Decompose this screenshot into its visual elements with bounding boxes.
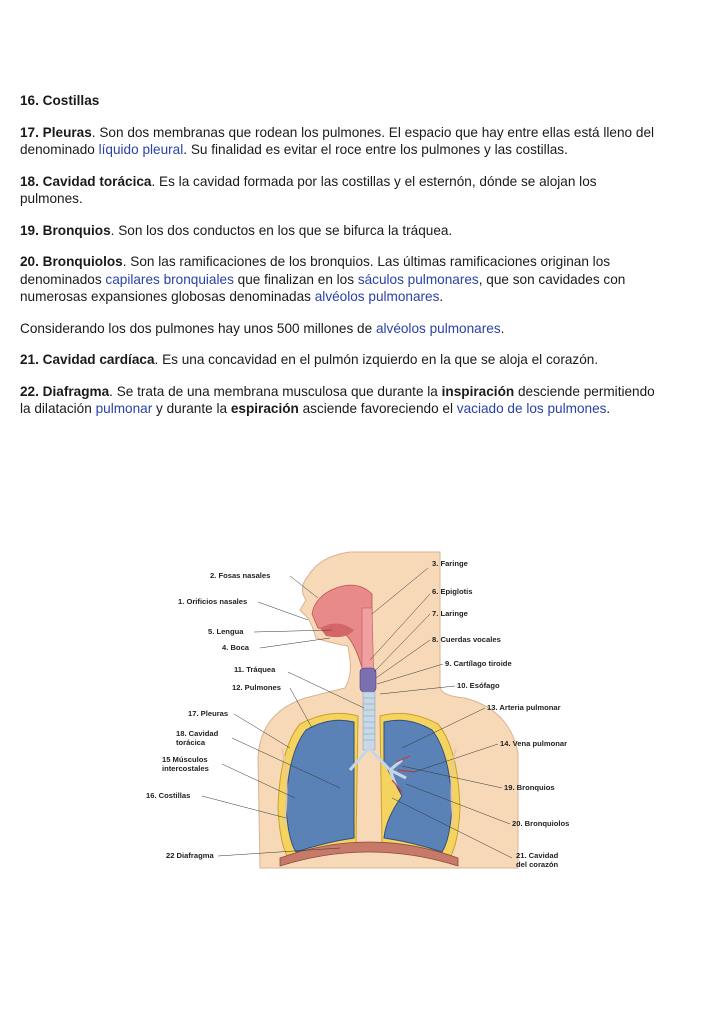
term-diafragma: 22. Diafragma bbox=[20, 383, 110, 399]
text-span: . Son las ramificaciones de los bronquios. Las últimas ramificaciones originan los bbox=[122, 254, 611, 269]
label-orificios-nasales: 1. Orificios nasales bbox=[178, 597, 248, 606]
label-arteria-pulmonar: 13. Arteria pulmonar bbox=[487, 703, 561, 712]
text-span: la dilatación bbox=[20, 401, 96, 416]
label-traquea: 11. Tráquea bbox=[234, 665, 276, 674]
text-span: . Se trata de una membrana musculosa que durante la bbox=[109, 383, 442, 399]
link-vaciado-pulmones[interactable]: vaciado de los pulmones bbox=[456, 401, 607, 416]
label-bronquios: 19. Bronquios bbox=[504, 783, 555, 792]
label-vena-pulmonar: 14. Vena pulmonar bbox=[500, 739, 568, 748]
label-laringe: 7. Laringe bbox=[432, 609, 468, 618]
label-cavidad-toracica-1: 18. Cavidad bbox=[176, 729, 219, 738]
paragraph-bronquios bbox=[20, 222, 720, 240]
label-cartilago-tiroide: 9. Cartílago tiroide bbox=[445, 659, 512, 668]
text-span: . Son los dos conductos en los que se bifurca la tráquea. bbox=[110, 222, 453, 238]
text-span: numerosas expansiones globosas denominadas bbox=[20, 289, 315, 304]
label-boca: 4. Boca bbox=[222, 643, 250, 652]
text-span: . Su finalidad es evitar el roce entre los pulmones y las costillas. bbox=[183, 142, 568, 157]
trachea bbox=[363, 692, 375, 750]
text-span: pulmones. bbox=[20, 191, 83, 206]
link-saculos-pulmonares[interactable]: sáculos pulmonares bbox=[357, 271, 479, 287]
paragraph-pleuras bbox=[20, 124, 720, 159]
text-span: . bbox=[606, 401, 611, 416]
text-span: . Es la cavidad formada por las costillas y el esternón, dónde se alojan los bbox=[151, 173, 597, 189]
term-pleuras: 17. Pleuras bbox=[20, 124, 92, 140]
label-cavidad-corazon-2: del corazón bbox=[516, 860, 559, 869]
label-diafragma: 22 Diafragma bbox=[166, 851, 214, 860]
link-alveolos-pulmonares[interactable]: alvéolos pulmonares bbox=[314, 289, 440, 304]
text-content bbox=[20, 92, 720, 432]
label-costillas: 16. Costillas bbox=[146, 791, 191, 800]
link-alveolos-pulmonares-2[interactable]: alvéolos pulmonares bbox=[375, 320, 501, 336]
text-span: y durante la bbox=[152, 401, 231, 416]
label-cavidad-toracica-2: torácica bbox=[176, 738, 206, 747]
term-bronquiolos: 20. Bronquiolos bbox=[20, 254, 123, 269]
text-span: desciende permitiendo bbox=[514, 383, 655, 399]
label-faringe: 3. Faringe bbox=[432, 559, 468, 568]
text-span: denominado bbox=[20, 142, 99, 157]
term-costillas: 16. Costillas bbox=[20, 93, 100, 108]
label-esofago: 10. Esófago bbox=[457, 681, 500, 690]
paragraph-cavidad-cardiaca bbox=[20, 351, 720, 369]
label-fosas-nasales: 2. Fosas nasales bbox=[210, 571, 271, 580]
text-span: , que son cavidades con bbox=[478, 271, 626, 287]
term-cavidad-toracica: 18. Cavidad torácica bbox=[20, 173, 152, 189]
paragraph-diafragma bbox=[20, 383, 720, 418]
text-span: denominados bbox=[20, 271, 106, 287]
label-epiglotis: 6. Epiglotis bbox=[432, 587, 473, 596]
label-musculos-1: 15 Músculos bbox=[162, 755, 208, 764]
text-span: Considerando los dos pulmones hay unos 500 millones de bbox=[20, 320, 376, 336]
link-capilares-bronquiales[interactable]: capilares bronquiales bbox=[105, 271, 234, 287]
term-bronquios: 19. Bronquios bbox=[20, 222, 111, 238]
label-cavidad-corazon-1: 21. Cavidad bbox=[516, 851, 559, 860]
label-pleuras: 17. Pleuras bbox=[188, 709, 229, 718]
respiratory-system-figure bbox=[140, 548, 590, 893]
text-span: . Son dos membranas que rodean los pulmones. El espacio que hay entre ellas está lleno del bbox=[91, 124, 655, 140]
term-inspiracion: inspiración bbox=[441, 383, 515, 399]
larynx bbox=[360, 668, 376, 692]
term-cavidad-cardiaca: 21. Cavidad cardíaca bbox=[20, 352, 155, 367]
link-liquido-pleural[interactable]: líquido pleural bbox=[98, 142, 184, 157]
text-span: que finalizan en los bbox=[233, 271, 358, 287]
paragraph-costillas bbox=[20, 92, 720, 110]
respiratory-diagram bbox=[140, 548, 590, 893]
text-span: . Es una concavidad en el pulmón izquierdo en la que se aloja el corazón. bbox=[154, 352, 599, 367]
link-pulmonar[interactable]: pulmonar bbox=[95, 401, 153, 416]
label-pulmones: 12. Pulmones bbox=[232, 683, 281, 692]
term-espiracion: espiración bbox=[230, 401, 299, 416]
paragraph-considerando bbox=[20, 320, 720, 338]
label-cuerdas-vocales: 8. Cuerdas vocales bbox=[432, 635, 501, 644]
text-span: . bbox=[439, 289, 444, 304]
paragraph-cavidad-toracica bbox=[20, 173, 720, 208]
paragraph-bronquiolos bbox=[20, 253, 720, 306]
label-musculos-2: intercostales bbox=[162, 764, 209, 773]
label-lengua: 5. Lengua bbox=[208, 627, 244, 636]
text-span: . bbox=[500, 320, 505, 336]
text-span: asciende favoreciendo el bbox=[298, 401, 457, 416]
label-bronquiolos: 20. Bronquiolos bbox=[512, 819, 570, 828]
